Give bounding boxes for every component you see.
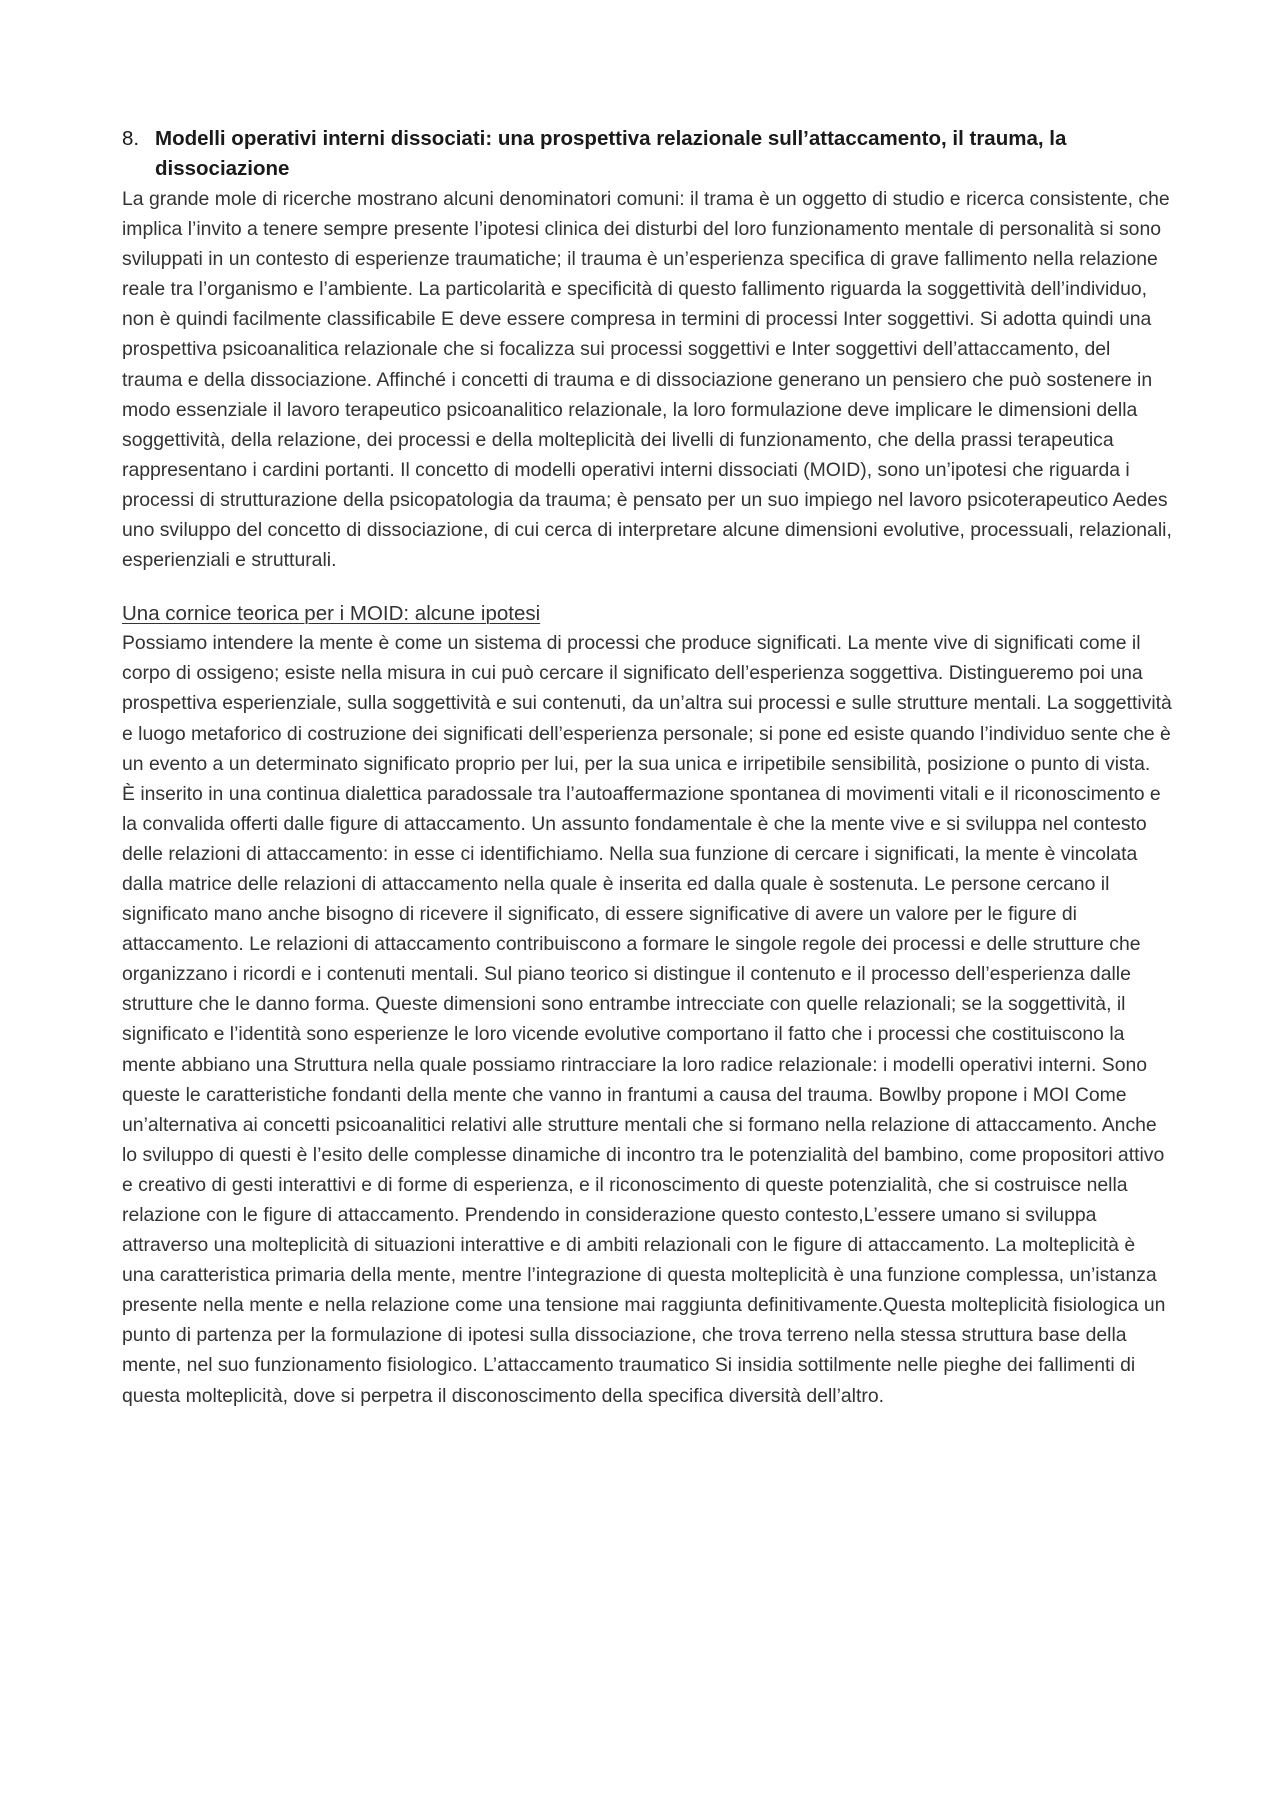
- section-heading: [122, 124, 1172, 184]
- section-number: 8.: [122, 127, 140, 150]
- subsection-title: [122, 599, 1172, 628]
- body-paragraph-2: È inserito in una continua dialettica paradossale tra l’autoaffermazione spontanea di movimenti vitali e il riconoscimento e la convalida offerti dalle figure di attaccamento. Un assunto fondamentale è che la mente vive e si sviluppa nel contesto delle relazioni di attaccamento: in esse ci identifichiamo. Nella sua funzione di cercare i significati, la mente è vincolata dalla matrice delle relazioni di attaccamento nella quale è inserita ed dalla quale è sostenuta. Le persone cercano il significato mano anche bisogno di ricevere il significato, di essere significative di avere un valore per le figure di attaccamento. Le relazioni di attaccamento contribuiscono a formare le singole regole dei processi e delle strutture che organizzano i ricordi e i contenuti mentali. Sul piano teorico si distingue il contenuto e il processo dell’esperienza dalle strutture che le danno forma. Queste dimensioni sono entrambe intrecciate con quelle relazionali; se la soggettività, il significato e l’identità sono esperienze le loro vicende evolutive comportano il fatto che i processi che costituiscono la mente abbiano una Struttura nella quale possiamo rintracciare la loro radice relazionale: i modelli operativi interni. Sono queste le caratteristiche fondanti della mente che vanno in frantumi a causa del trauma. Bowlby propone i MOI Come un’alternativa ai concetti psicoanalitici relativi alle strutture mentali che si formano nella relazione di attaccamento. Anche lo sviluppo di questi è l’esito delle complesse dinamiche di incontro tra le potenzialità del bambino, come propositori attivo e creativo di gesti interattivi e di forme di esperienza, e il riconoscimento di queste potenzialità, che si costruisce nella relazione con le figure di attaccamento. Prendendo in considerazione questo contesto,L’essere umano si sviluppa attraverso una molteplicità di situazioni interattive e di ambiti relazionali con le figure di attaccamento. La molteplicità è una caratteristica primaria della mente, mentre l’integrazione di questa molteplicità è una funzione complessa, un’istanza presente nella mente e nella relazione come una tensione mai raggiunta definitivamente.Questa molteplicità fisiologica un punto di partenza per la formulazione di ipotesi sulla dissociazione, che trova terreno nella stessa struttura base della mente, nel suo funzionamento fisiologico. L’attaccamento traumatico Si insidia sottilmente nelle pieghe dei fallimenti di questa molteplicità, dove si perpetra il disconoscimento della specifica diversità dell’altro.: [122, 782, 1166, 1407]
- document-page: [122, 124, 1172, 1411]
- intro-paragraph: La grande mole di ricerche mostrano alcuni denominatori comuni: il trama è un oggetto di studio e ricerca consistente, che implica l’invito a tenere sempre presente l’ipotesi clinica dei disturbi del loro funzionamento mentale di personalità si sono sviluppati in un contesto di esperienze traumatiche; il trauma è un’esperienza specifica di grave fallimento nella relazione reale tra l’organismo e l’ambiente. La particolarità e specificità di questo fallimento riguarda la soggettività dell’individuo, non è quindi facilmente classificabile E deve essere compresa in termini di processi Inter soggettivi. Si adotta quindi una prospettiva psicoanalitica relazionale che si focalizza sui processi soggettivi e Inter soggettivi dell’attaccamento, del trauma e della dissociazione. Affinché i concetti di trauma e di dissociazione generano un pensiero che può sostenere in modo essenziale il lavoro terapeutico psicoanalitico relazionale, la loro formulazione deve implicare le dimensioni della soggettività, della relazione, dei processi e della molteplicità dei livelli di funzionamento, che della prassi terapeutica rappresentano i cardini portanti. Il concetto di modelli operativi interni dissociati (MOID), sono un’ipotesi che riguarda i processi di strutturazione della psicopatologia da trauma; è pensato per un suo impiego nel lavoro psicoterapeutico Aedes uno sviluppo del concetto di dissociazione, di cui cerca di interpretare alcune dimensioni evolutive, processuali, relazionali, esperienziali e strutturali.: [122, 188, 1172, 572]
- section-title: Modelli operativi interni dissociati: una prospettiva relazionale sull’attaccamento, il trauma, la dissociazione: [155, 127, 1067, 180]
- body-paragraph-1: Possiamo intendere la mente è come un sistema di processi che produce significati. La mente vive di significati come il corpo di ossigeno; esiste nella misura in cui può cercare il significato dell’esperienza soggettiva. Distingueremo poi una prospettiva esperienziale, sulla soggettività e sui contenuti, da un’altra sui processi e sulle strutture mentali. La soggettività e luogo metaforico di costruzione dei significati dell’esperienza personale; si pone ed esiste quando l’individuo sente che è un evento a un determinato significato proprio per lui, per la sua unica e irripetibile sensibilità, posizione o punto di vista.: [122, 632, 1172, 775]
- subsection-title-text: Una cornice teorica per i MOID: alcune ipotesi: [122, 602, 541, 626]
